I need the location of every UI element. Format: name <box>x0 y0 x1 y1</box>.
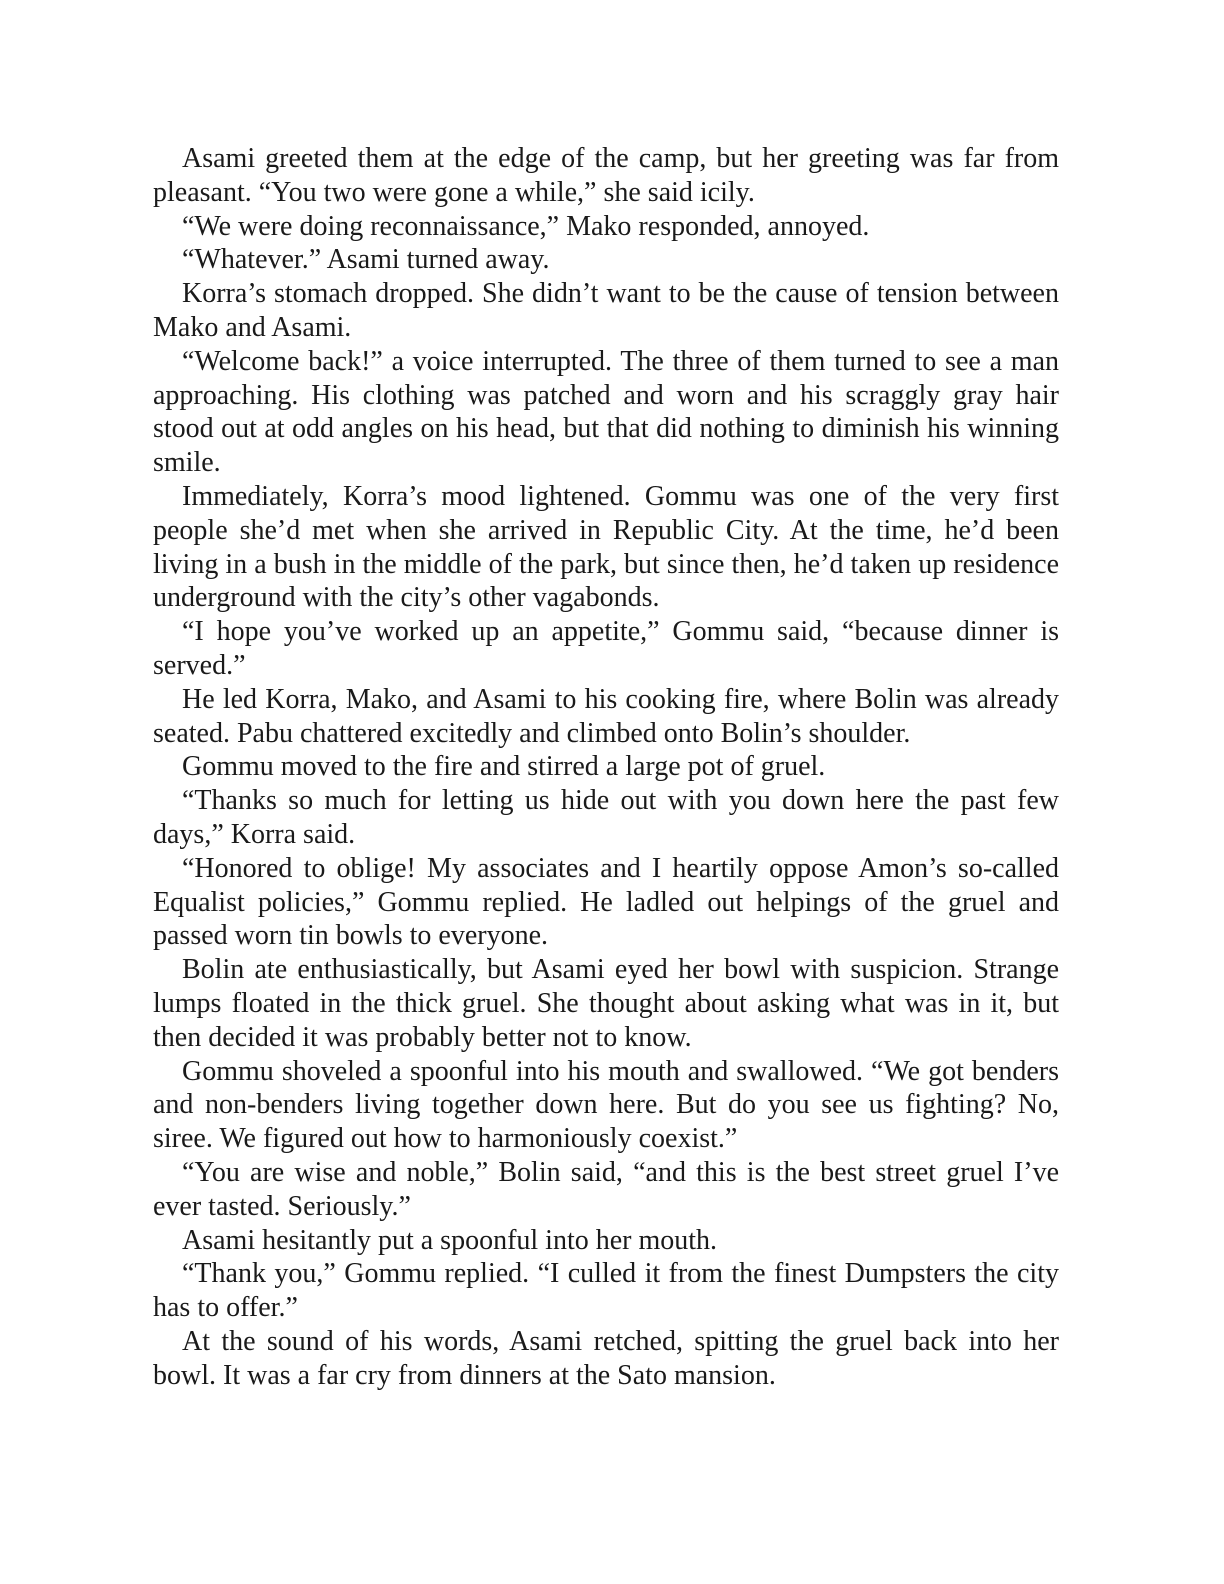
paragraph: “Whatever.” Asami turned away. <box>182 244 550 276</box>
paragraph: Korra’s stomach dropped. She didn’t want to be the cause of tension between Mako and Asami. <box>153 278 1059 343</box>
paragraph: “You are wise and noble,” Bolin said, “and this is the best street gruel I’ve ever tasted. Seriously.” <box>153 1156 1059 1222</box>
paragraph: “We were doing reconnaissance,” Mako responded, annoyed. <box>182 210 870 242</box>
paragraph: Asami hesitantly put a spoonful into her mouth. <box>182 1224 718 1256</box>
paragraph: He led Korra, Mako, and Asami to his cooking fire, where Bolin was already seated. Pabu chattered excitedly and climbed onto Bolin’s shoulder. <box>153 683 1059 749</box>
paragraph: “Welcome back!” a voice interrupted. The three of them turned to see a man approaching. His clothing was patched and worn and his scraggly gray hair stood out at odd angles on his head, but that did nothing to diminish his winning smile. <box>153 345 1059 479</box>
page-body <box>153 142 1059 1392</box>
paragraph: Gommu moved to the fire and stirred a large pot of gruel. <box>182 751 826 783</box>
paragraph: Gommu shoveled a spoonful into his mouth and swallowed. “We got benders and non-benders living together down here. But do you see us fighting? No, siree. We figured out how to harmoniously coexist.” <box>153 1055 1059 1155</box>
paragraph: At the sound of his words, Asami retched, spitting the gruel back into her bowl. It was a far cry from dinners at the Sato mansion. <box>153 1325 1059 1391</box>
paragraph: Bolin ate enthusiastically, but Asami eyed her bowl with suspicion. Strange lumps floated in the thick gruel. She thought about asking what was in it, but then decided it was probably better not to know. <box>153 954 1059 1053</box>
paragraph: Asami greeted them at the edge of the camp, but her greeting was far from pleasant. “You two were gone a while,” she said icily. <box>153 143 1059 208</box>
paragraph: “Thank you,” Gommu replied. “I culled it from the finest Dumpsters the city has to offer.” <box>153 1258 1059 1324</box>
paragraph: Immediately, Korra’s mood lightened. Gommu was one of the very first people she’d met when she arrived in Republic City. At the time, he’d been living in a bush in the middle of the park, but since then, he’d taken up residence underground with the city’s other vagabonds. <box>153 480 1059 614</box>
paragraph: “Thanks so much for letting us hide out with you down here the past few days,” Korra said. <box>153 785 1059 850</box>
paragraph: “Honored to oblige! My associates and I heartily oppose Amon’s so-called Equalist policies,” Gommu replied. He ladled out helpings of the gruel and passed worn tin bowls to everyone. <box>153 852 1059 952</box>
paragraph: “I hope you’ve worked up an appetite,” Gommu said, “because dinner is served.” <box>153 616 1059 681</box>
